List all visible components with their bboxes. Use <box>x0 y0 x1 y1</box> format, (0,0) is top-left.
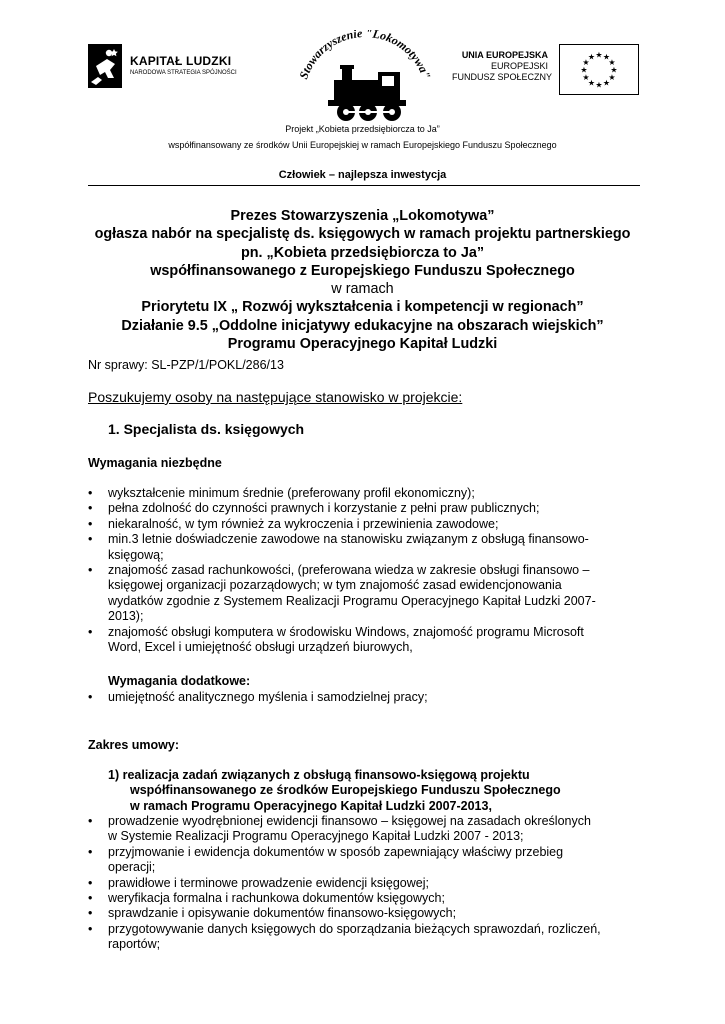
scope-task <box>108 768 640 814</box>
eu-star-icon: ★ <box>582 73 590 82</box>
requirements-heading: Wymagania niezbędne <box>88 456 222 470</box>
eu-star-icon: ★ <box>610 65 618 75</box>
eu-star-icon: ★ <box>595 50 603 60</box>
list-item: • przygotowywanie danych księgowych do sporządzania bieżących sprawozdań, rozliczeń, raportów; <box>88 922 640 953</box>
title-line-3: pn. „Kobieta przedsiębiorcza to Ja” <box>240 244 485 261</box>
list-item: • znajomość obsługi komputera w środowisku Windows, znajomość programu Microsoft Word, Excel i umiejętność obsługi urządzeń biurowych, <box>88 625 640 656</box>
eu-star-icon: ★ <box>608 73 616 82</box>
eu-star-icon: ★ <box>595 80 603 90</box>
scope-task-line-2: współfinansowanego ze środków Europejskiego Funduszu Społecznego <box>130 783 561 798</box>
list-item: • pełna zdolność do czynności prawnych i korzystanie z pełni praw publicznych; <box>88 501 640 516</box>
extra-requirements-heading: Wymagania dodatkowe: <box>108 674 251 688</box>
eu-star-icon: ★ <box>602 52 611 62</box>
lokomotywa-logo <box>290 30 440 130</box>
eu-flag-icon <box>559 44 639 95</box>
locomotive-icon <box>290 30 440 130</box>
list-item: • weryfikacja formalna i rachunkowa dokumentów księgowych; <box>88 891 640 906</box>
list-item: • prawidłowe i terminowe prowadzenie ewidencji księgowej; <box>88 876 640 891</box>
list-item: • niekaralność, w tym również za wykroczenia i przewinienia zawodowe; <box>88 517 640 532</box>
title-line-4: współfinansowanego z Europejskiego Funduszu Społecznego <box>150 262 575 279</box>
duties-list <box>88 814 640 953</box>
eu-line-2: EUROPEJSKI <box>490 61 548 71</box>
title-line-5: w ramach <box>331 281 394 298</box>
kapital-ludzki-subtitle: NARODOWA STRATEGIA SPÓJNOŚCI <box>130 70 237 76</box>
title-line-1: Prezes Stowarzyszenia „Lokomotywa” <box>230 208 495 224</box>
title-line-8: Programu Operacyjnego Kapitał Ludzki <box>227 336 498 353</box>
list-item: • min.3 letnie doświadczenie zawodowe na stanowisku związanym z obsługą finansowo- księgową; <box>88 532 640 563</box>
lokomotywa-logo-text: Stowarzyszenie "Lokomotywa" <box>296 30 434 81</box>
eu-star-icon: ★ <box>580 65 588 75</box>
eu-line-3: FUNDUSZ SPOŁECZNY <box>452 72 553 82</box>
list-item: • przyjmowanie i ewidencja dokumentów w sposób zapewniający właściwy przebieg operacji; <box>88 845 640 876</box>
list-item: • umiejętność analitycznego myślenia i samodzielnej pracy; <box>88 690 640 705</box>
project-line: Projekt „Kobieta przedsiębiorcza to Ja” <box>285 124 440 134</box>
eu-star-icon: ★ <box>602 78 611 88</box>
eu-logo <box>452 44 642 96</box>
list-item: • wykształcenie minimum średnie (preferowany profil ekonomiczny); <box>88 486 640 501</box>
eu-star-icon: ★ <box>587 78 596 88</box>
cofinanced-line: współfinansowany ze środków Unii Europejskiej w ramach Europejskiego Funduszu Społecznego <box>168 140 557 150</box>
kapital-ludzki-logo <box>88 42 248 92</box>
eu-star-icon: ★ <box>587 52 596 62</box>
title-line-6: Priorytetu IX „ Rozwój wykształcenia i kompetencji w regionach” <box>141 299 584 316</box>
kapital-ludzki-emblem-icon <box>88 44 124 88</box>
eu-star-icon: ★ <box>608 58 616 67</box>
eu-star-icon: ★ <box>582 58 590 67</box>
header-divider <box>88 185 640 186</box>
list-item: • sprawdzanie i opisywanie dokumentów finansowo-księgowych; <box>88 906 640 921</box>
seeking-heading: Poszukujemy osoby na następujące stanowisko w projekcie: <box>88 389 463 405</box>
eu-title: UNIA EUROPEJSKA <box>461 50 548 60</box>
case-number: Nr sprawy: SL-PZP/1/POKL/286/13 <box>88 358 284 372</box>
svg-text:Stowarzyszenie "Lokomotywa" <box>296 30 433 81</box>
kapital-ludzki-title: KAPITAŁ LUDZKI <box>130 54 232 68</box>
scope-task-line-1: 1) realizacja zadań związanych z obsługą finansowo-księgową projektu <box>108 768 530 782</box>
title-line-2: ogłasza nabór na specjalistę ds. księgowych w ramach projektu partnerskiego <box>94 226 631 243</box>
list-item: • znajomość zasad rachunkowości, (preferowana wiedza w zakresie obsługi finansowo – księgowej organizacji pozarządowych; w tym znajomość zasad ewidencjonowania wydatków zgodnie z Systemem Realizacji Programu Operacyjnego Kapitał Ludzki 2007- 2013); <box>88 563 640 625</box>
motto: Człowiek – najlepsza inwestycja <box>278 169 447 181</box>
requirements-list <box>88 486 640 655</box>
list-item: • prowadzenie wyodrębnionej ewidencji finansowo – księgowej na zasadach określonych w Systemie Realizacji Programu Operacyjnego Kapitał Ludzki 2007 - 2013; <box>88 814 640 845</box>
position-title: 1. Specjalista ds. księgowych <box>108 421 305 437</box>
extra-requirements-list <box>88 690 640 705</box>
title-line-7: Działanie 9.5 „Oddolne inicjatywy edukacyjne na obszarach wiejskich” <box>121 317 604 334</box>
scope-task-line-3: w ramach Programu Operacyjnego Kapitał Ludzki 2007-2013, <box>130 798 492 813</box>
scope-heading: Zakres umowy: <box>88 738 180 752</box>
announcement-title <box>0 207 725 353</box>
